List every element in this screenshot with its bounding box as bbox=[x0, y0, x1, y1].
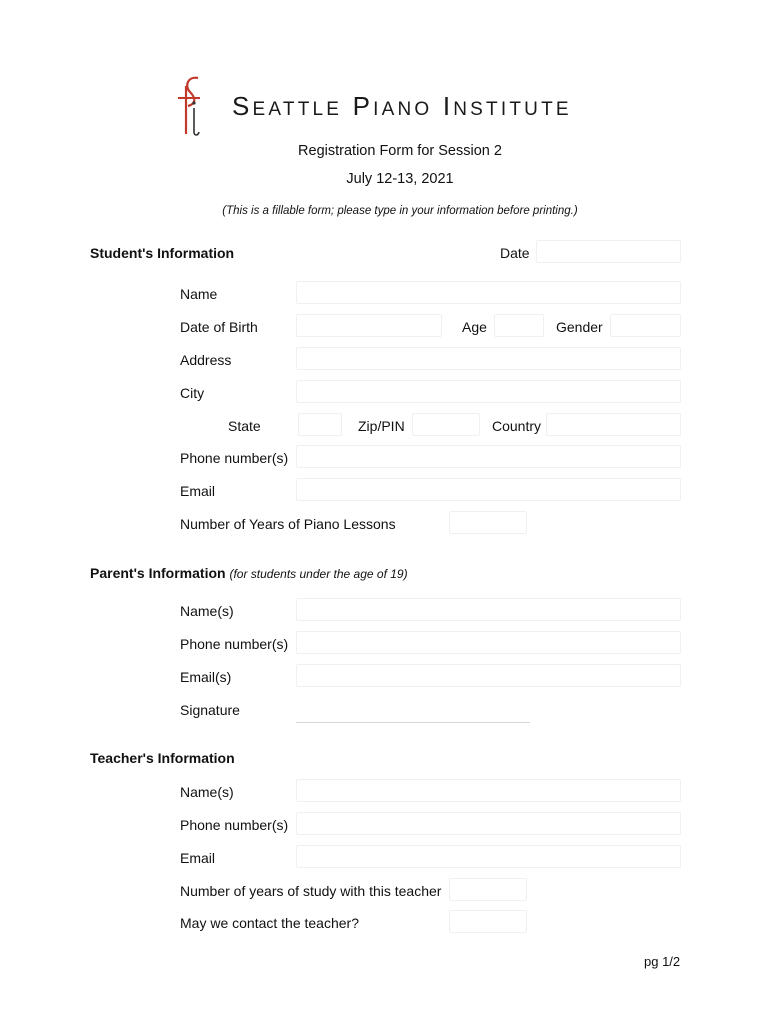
teacher-names-label: Name(s) bbox=[180, 784, 234, 800]
student-name-field[interactable] bbox=[296, 281, 681, 304]
gender-label: Gender bbox=[556, 319, 603, 335]
student-phone-field[interactable] bbox=[296, 445, 681, 468]
session-dates: July 12-13, 2021 bbox=[346, 171, 454, 187]
student-name-label: Name bbox=[180, 286, 218, 302]
parent-phone-label: Phone number(s) bbox=[180, 636, 289, 652]
dob-field[interactable] bbox=[296, 314, 442, 337]
date-field[interactable] bbox=[536, 240, 681, 263]
teacher-email-field[interactable] bbox=[296, 845, 681, 868]
contact-teacher-field[interactable] bbox=[449, 910, 527, 933]
parent-phone-field[interactable] bbox=[296, 631, 681, 654]
lesson-years-label: Number of Years of Piano Lessons bbox=[180, 516, 396, 532]
signature-line[interactable] bbox=[296, 722, 530, 723]
teacher-section-heading: Teacher's Information bbox=[90, 750, 235, 766]
state-label: State bbox=[228, 418, 261, 434]
parent-email-field[interactable] bbox=[296, 664, 681, 687]
teacher-names-field[interactable] bbox=[296, 779, 681, 802]
address-label: Address bbox=[180, 352, 232, 368]
student-section-heading: Student's Information bbox=[90, 245, 235, 261]
student-email-field[interactable] bbox=[296, 478, 681, 501]
country-label: Country bbox=[492, 418, 542, 434]
city-label: City bbox=[180, 385, 205, 401]
teacher-years-field[interactable] bbox=[449, 878, 527, 901]
form-title: Registration Form for Session 2 bbox=[298, 143, 502, 159]
org-word-1-rest: EATTLE bbox=[252, 99, 343, 120]
parent-names-field[interactable] bbox=[296, 598, 681, 621]
country-field[interactable] bbox=[546, 413, 681, 436]
contact-teacher-label: May we contact the teacher? bbox=[180, 915, 359, 931]
teacher-phone-field[interactable] bbox=[296, 812, 681, 835]
student-email-label: Email bbox=[180, 483, 216, 499]
teacher-years-label: Number of years of study with this teacher bbox=[180, 883, 442, 899]
form-instructions: (This is a fillable form; please type in your information before printing.) bbox=[222, 205, 578, 217]
address-field[interactable] bbox=[296, 347, 681, 370]
age-field[interactable] bbox=[494, 314, 544, 337]
parent-heading-text: Parent's Information bbox=[90, 565, 226, 581]
state-field[interactable] bbox=[298, 413, 342, 436]
parent-heading-note: (for students under the age of 19) bbox=[229, 567, 408, 581]
student-phone-label: Phone number(s) bbox=[180, 450, 289, 466]
organization-name bbox=[232, 91, 572, 125]
page-number: pg 1/2 bbox=[644, 954, 681, 969]
org-word-3-initial: I bbox=[442, 91, 454, 121]
city-field[interactable] bbox=[296, 380, 681, 403]
org-word-2-rest: IANO bbox=[373, 99, 433, 120]
teacher-email-label: Email bbox=[180, 850, 216, 866]
parent-section-heading bbox=[90, 565, 408, 582]
zip-field[interactable] bbox=[412, 413, 480, 436]
zip-label: Zip/PIN bbox=[358, 418, 405, 434]
parent-email-label: Email(s) bbox=[180, 669, 232, 685]
teacher-phone-label: Phone number(s) bbox=[180, 817, 289, 833]
org-word-1-initial: S bbox=[232, 91, 253, 121]
age-label: Age bbox=[462, 319, 487, 335]
org-word-2-initial: P bbox=[352, 91, 374, 121]
date-label: Date bbox=[500, 245, 530, 261]
signature-label: Signature bbox=[180, 702, 240, 718]
gender-field[interactable] bbox=[610, 314, 681, 337]
dob-label: Date of Birth bbox=[180, 319, 258, 335]
spi-logo-mark bbox=[174, 74, 214, 138]
lesson-years-field[interactable] bbox=[449, 511, 527, 534]
parent-names-label: Name(s) bbox=[180, 603, 234, 619]
org-word-3-rest: NSTITUTE bbox=[453, 99, 572, 120]
